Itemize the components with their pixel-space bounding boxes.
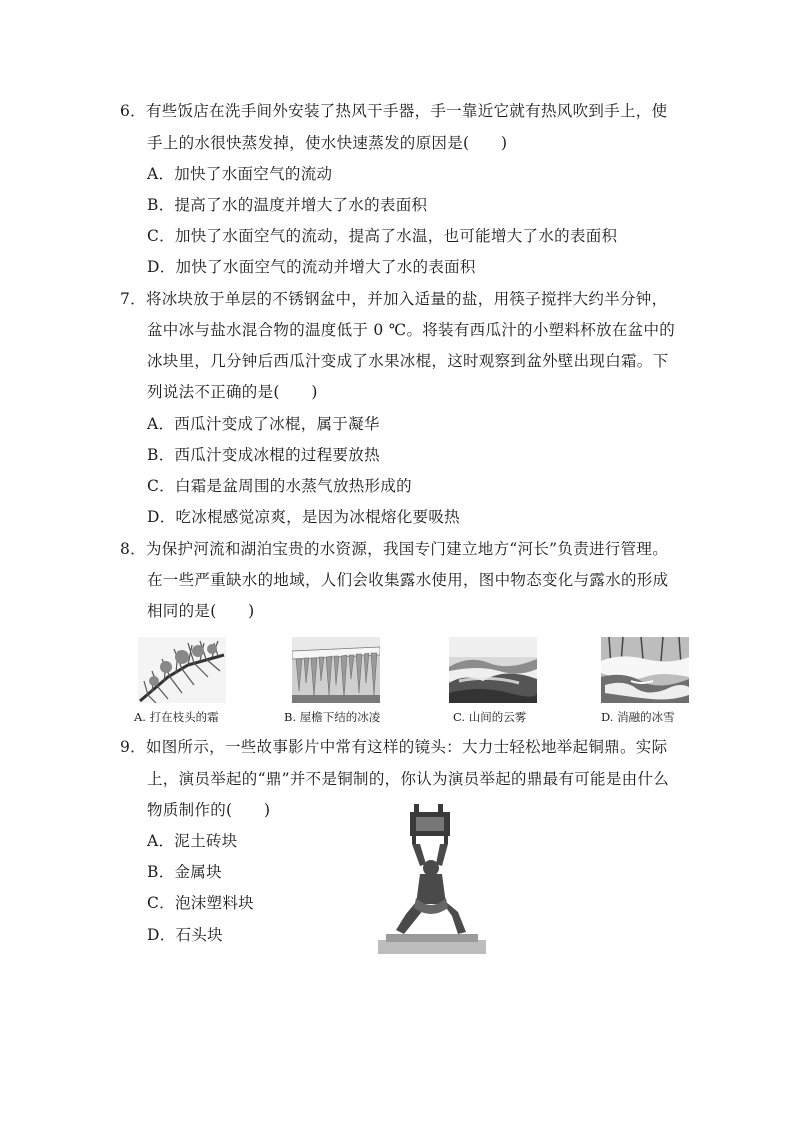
q7-option-c: C．白霜是盆周围的水蒸气放热形成的 xyxy=(147,477,412,495)
melting-snow-image xyxy=(601,637,689,703)
q9-line-3: 物质制作的( ) xyxy=(147,801,271,819)
q7-line-1: 7．将冰块放于单层的不锈钢盆中，并加入适量的盐，用筷子搅拌大约半分钟， xyxy=(120,290,668,308)
q7-line-3: 冰块里，几分钟后西瓜汁变成了水果冰棍，这时观察到盆外壁出现白霜。下 xyxy=(147,352,669,370)
q6-option-d: D．加快了水面空气的流动并增大了水的表面积 xyxy=(147,258,476,276)
q7-option-a: A．西瓜汁变成了冰棍，属于凝华 xyxy=(147,415,380,433)
q9-option-a: A．泥土砖块 xyxy=(147,832,238,850)
q8-line-3: 相同的是( ) xyxy=(147,602,255,620)
q8-line-1: 8．为保护河流和湖泊宝贵的水资源，我国专门建立地方“河长”负责进行管理。 xyxy=(120,540,669,558)
q6-line-2: 手上的水很快蒸发掉，使水快速蒸发的原因是( ) xyxy=(147,134,508,152)
q9-option-d: D．石头块 xyxy=(147,926,223,944)
q6-option-c: C．加快了水面空气的流动，提高了水温，也可能增大了水的表面积 xyxy=(147,227,618,245)
icicles-image xyxy=(292,637,380,703)
q9-option-b: B．金属块 xyxy=(147,863,222,881)
q9-line-1: 9．如图所示，一些故事影片中常有这样的镜头：大力士轻松地举起铜鼎。实际 xyxy=(120,738,668,756)
q6-option-b: B．提高了水的温度并增大了水的表面积 xyxy=(147,196,428,214)
q6-option-a: A．加快了水面空气的流动 xyxy=(147,165,333,183)
q8-caption-d: D. 消融的冰雪 xyxy=(601,710,675,724)
q8-line-2: 在一些严重缺水的地域，人们会收集露水使用，图中物态变化与露水的形成 xyxy=(147,571,669,589)
mountain-mist-image xyxy=(449,637,537,703)
q8-caption-a: A. 打在枝头的霜 xyxy=(134,710,219,724)
q9-line-2: 上，演员举起的“鼎”并不是铜制的，你认为演员举起的鼎最有可能是由什么 xyxy=(147,770,670,788)
q6-line-1: 6．有些饭店在洗手间外安装了热风干手器，手一靠近它就有热风吹到手上，使 xyxy=(120,102,668,120)
q7-line-2: 盆中冰与盐水混合物的温度低于 0 ℃。将装有西瓜汁的小塑料杯放在盆中的 xyxy=(147,321,676,339)
frost-branch-image xyxy=(138,637,226,703)
strongman-statue-image xyxy=(376,802,488,954)
q8-caption-c: C. 山间的云雾 xyxy=(453,710,527,724)
q9-option-c: C．泡沫塑料块 xyxy=(147,894,254,912)
q8-caption-b: B. 屋檐下结的冰凌 xyxy=(284,710,381,724)
q7-line-4: 列说法不正确的是( ) xyxy=(147,383,318,401)
q7-option-d: D．吃冰棍感觉凉爽，是因为冰棍熔化要吸热 xyxy=(147,508,460,526)
q7-option-b: B．西瓜汁变成冰棍的过程要放热 xyxy=(147,446,380,464)
